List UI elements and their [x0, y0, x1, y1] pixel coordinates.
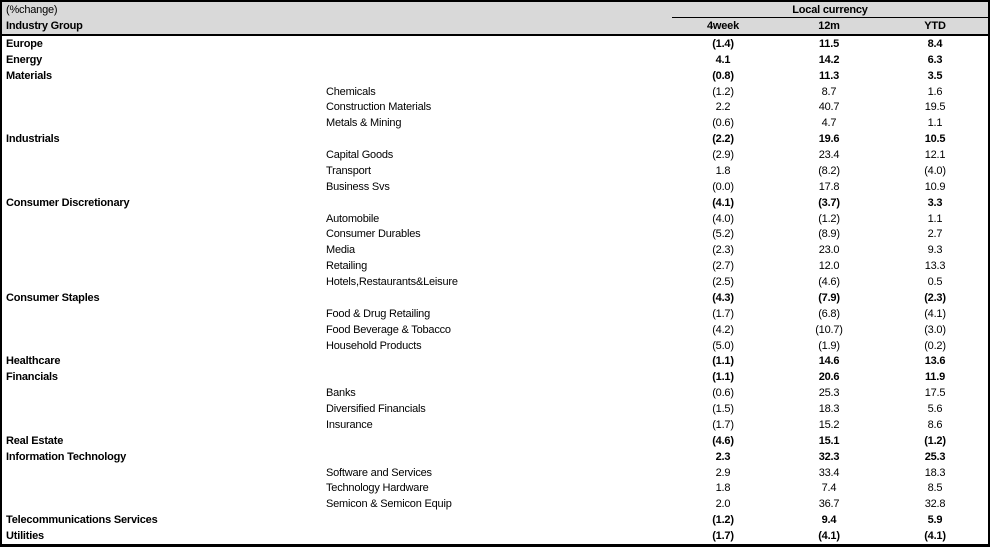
value-4week: 1.8: [715, 482, 731, 495]
table-row: [2, 131, 988, 147]
row-label: Semicon & Semicon Equip: [326, 498, 452, 511]
value-12m: (6.8): [818, 307, 840, 320]
value-4week: (1.7): [712, 418, 734, 431]
value-4week: 1.8: [715, 164, 731, 177]
value-ytd: 19.5: [924, 101, 946, 114]
table-row: [2, 227, 988, 243]
value-4week: (0.0): [712, 180, 734, 193]
table-row: [2, 274, 988, 290]
value-4week: (2.2): [712, 133, 734, 146]
row-label: Healthcare: [6, 355, 61, 368]
row-label: Industrials: [6, 133, 60, 146]
value-4week: (4.1): [712, 196, 734, 209]
row-label: Telecommunications Services: [6, 514, 158, 527]
row-label: Utilities: [6, 530, 44, 543]
row-label: Materials: [6, 69, 52, 82]
row-label: Software and Services: [326, 466, 432, 479]
value-ytd: 13.3: [924, 260, 946, 273]
table-row: [2, 100, 988, 116]
row-label: Media: [326, 244, 355, 257]
table-header: [2, 2, 988, 36]
value-4week: 2.0: [715, 498, 731, 511]
value-ytd: 1.1: [927, 212, 943, 225]
table-row: [2, 84, 988, 100]
value-4week: (1.4): [712, 37, 734, 50]
value-ytd: (3.0): [924, 323, 946, 336]
row-label: Hotels,Restaurants&Leisure: [326, 276, 458, 289]
table-row: [2, 163, 988, 179]
value-12m: 33.4: [818, 466, 840, 479]
value-12m: (4.6): [818, 276, 840, 289]
value-ytd: 10.5: [924, 133, 946, 146]
value-ytd: 32.8: [924, 498, 946, 511]
value-12m: (8.2): [818, 164, 840, 177]
value-12m: 23.4: [818, 149, 840, 162]
value-ytd: 0.5: [927, 276, 943, 289]
local-currency-label: Local currency: [792, 3, 868, 16]
value-4week: (1.2): [712, 85, 734, 98]
value-4week: 4.1: [715, 53, 731, 66]
header-row-columns: [2, 18, 988, 34]
table-row: [2, 512, 988, 528]
table-row: [2, 369, 988, 385]
table-row: [2, 115, 988, 131]
value-4week: (2.9): [712, 149, 734, 162]
value-ytd: 10.9: [924, 180, 946, 193]
local-currency-group: [672, 2, 988, 18]
row-label: Food & Drug Retailing: [326, 307, 431, 320]
value-4week: (2.3): [712, 244, 734, 257]
table-row: [2, 290, 988, 306]
table-row: [2, 322, 988, 338]
row-label: Europe: [6, 37, 43, 50]
row-label: Metals & Mining: [326, 117, 402, 130]
value-12m: 17.8: [818, 180, 840, 193]
row-label: Capital Goods: [326, 149, 394, 162]
value-ytd: 8.4: [927, 37, 943, 50]
value-12m: (3.7): [818, 196, 840, 209]
table-row: [2, 211, 988, 227]
value-4week: (5.2): [712, 228, 734, 241]
value-ytd: 9.3: [927, 244, 943, 257]
table-row: [2, 68, 988, 84]
row-label: Financials: [6, 371, 58, 384]
value-12m: (7.9): [818, 291, 840, 304]
value-12m: 23.0: [818, 244, 840, 257]
row-label: Diversified Financials: [326, 403, 426, 416]
row-label: Chemicals: [326, 85, 376, 98]
value-12m: (1.9): [818, 339, 840, 352]
row-label: Real Estate: [6, 434, 64, 447]
value-12m: 36.7: [818, 498, 840, 511]
value-4week: (1.5): [712, 403, 734, 416]
column-header-12m: 12m: [818, 20, 840, 32]
row-label: Information Technology: [6, 450, 127, 463]
value-12m: 8.7: [821, 85, 837, 98]
table-row: [2, 449, 988, 465]
row-label: Consumer Durables: [326, 228, 421, 241]
value-ytd: 6.3: [927, 53, 943, 66]
value-ytd: 18.3: [924, 466, 946, 479]
value-4week: (5.0): [712, 339, 734, 352]
value-4week: (4.2): [712, 323, 734, 336]
table-row: [2, 306, 988, 322]
value-ytd: 25.3: [924, 450, 946, 463]
value-4week: (0.8): [712, 69, 734, 82]
table-row: [2, 433, 988, 449]
value-12m: 15.2: [818, 418, 840, 431]
value-12m: 19.6: [818, 133, 840, 146]
column-header-ytd: YTD: [924, 20, 946, 32]
value-12m: 11.5: [818, 37, 839, 50]
value-4week: (2.7): [712, 260, 734, 273]
row-label: Energy: [6, 53, 43, 66]
table-row: [2, 401, 988, 417]
value-12m: 25.3: [818, 387, 840, 400]
value-ytd: 5.9: [927, 514, 943, 527]
value-12m: 20.6: [818, 371, 840, 384]
value-12m: (8.9): [818, 228, 840, 241]
table-row: [2, 258, 988, 274]
value-12m: (10.7): [815, 323, 843, 336]
value-ytd: 12.1: [924, 149, 946, 162]
value-4week: (4.6): [712, 434, 734, 447]
row-label: Transport: [326, 164, 371, 177]
value-ytd: 3.3: [927, 196, 943, 209]
value-4week: 2.2: [715, 101, 731, 114]
value-12m: 7.4: [821, 482, 837, 495]
value-ytd: (2.3): [924, 291, 946, 304]
value-ytd: 1.1: [927, 117, 943, 130]
value-4week: 2.9: [715, 466, 731, 479]
row-label: Household Products: [326, 339, 422, 352]
row-label: Retailing: [326, 260, 368, 273]
value-ytd: 5.6: [927, 403, 943, 416]
value-ytd: (4.1): [924, 530, 946, 543]
value-4week: (0.6): [712, 117, 734, 130]
value-12m: 14.6: [818, 355, 840, 368]
table-row: [2, 354, 988, 370]
value-4week: (4.3): [712, 291, 734, 304]
row-label: Technology Hardware: [326, 482, 429, 495]
value-ytd: 1.6: [927, 85, 943, 98]
table-row: [2, 481, 988, 497]
value-12m: 12.0: [818, 260, 840, 273]
value-12m: 11.3: [818, 69, 839, 82]
value-ytd: (0.2): [924, 339, 946, 352]
value-12m: 4.7: [821, 117, 837, 130]
value-12m: (4.1): [818, 530, 840, 543]
table-row: [2, 36, 988, 52]
table-row: [2, 195, 988, 211]
value-ytd: 17.5: [924, 387, 946, 400]
value-ytd: 3.5: [927, 69, 943, 82]
value-4week: (1.7): [712, 530, 734, 543]
value-12m: 14.2: [818, 53, 840, 66]
value-ytd: (4.0): [924, 164, 946, 177]
value-4week: (1.2): [712, 514, 734, 527]
value-ytd: 2.7: [927, 228, 943, 241]
table-row: [2, 465, 988, 481]
row-label: Business Svs: [326, 180, 390, 193]
value-ytd: 8.5: [927, 482, 943, 495]
table-body: [2, 36, 988, 544]
table-row: [2, 385, 988, 401]
row-label: Food Beverage & Tobacco: [326, 323, 451, 336]
row-label: Insurance: [326, 418, 373, 431]
value-ytd: 11.9: [924, 371, 945, 384]
value-4week: (2.5): [712, 276, 734, 289]
percent-change-label: (%change): [6, 4, 58, 16]
header-row-currency: [2, 2, 988, 18]
industry-group-header: Industry Group: [6, 20, 83, 32]
value-4week: (4.0): [712, 212, 734, 225]
table-row: [2, 496, 988, 512]
value-12m: 9.4: [821, 514, 837, 527]
value-12m: (1.2): [818, 212, 840, 225]
value-4week: (0.6): [712, 387, 734, 400]
column-header-4week: 4week: [706, 20, 740, 32]
table-row: [2, 338, 988, 354]
row-label: Construction Materials: [326, 101, 432, 114]
value-12m: 40.7: [818, 101, 840, 114]
value-ytd: (4.1): [924, 307, 946, 320]
value-12m: 18.3: [818, 403, 840, 416]
row-label: Consumer Staples: [6, 291, 100, 304]
table-row: [2, 417, 988, 433]
row-label: Banks: [326, 387, 356, 400]
value-4week: (1.1): [712, 371, 734, 384]
table-row: [2, 147, 988, 163]
value-ytd: 13.6: [924, 355, 946, 368]
table-row: [2, 179, 988, 195]
value-4week: 2.3: [715, 450, 731, 463]
value-ytd: 8.6: [927, 418, 943, 431]
value-12m: 15.1: [818, 434, 840, 447]
value-4week: (1.1): [712, 355, 734, 368]
table-row: [2, 242, 988, 258]
value-ytd: (1.2): [924, 434, 946, 447]
value-4week: (1.7): [712, 307, 734, 320]
row-label: Consumer Discretionary: [6, 196, 130, 209]
value-12m: 32.3: [818, 450, 840, 463]
table-row: [2, 528, 988, 544]
table-row: [2, 52, 988, 68]
row-label: Automobile: [326, 212, 380, 225]
